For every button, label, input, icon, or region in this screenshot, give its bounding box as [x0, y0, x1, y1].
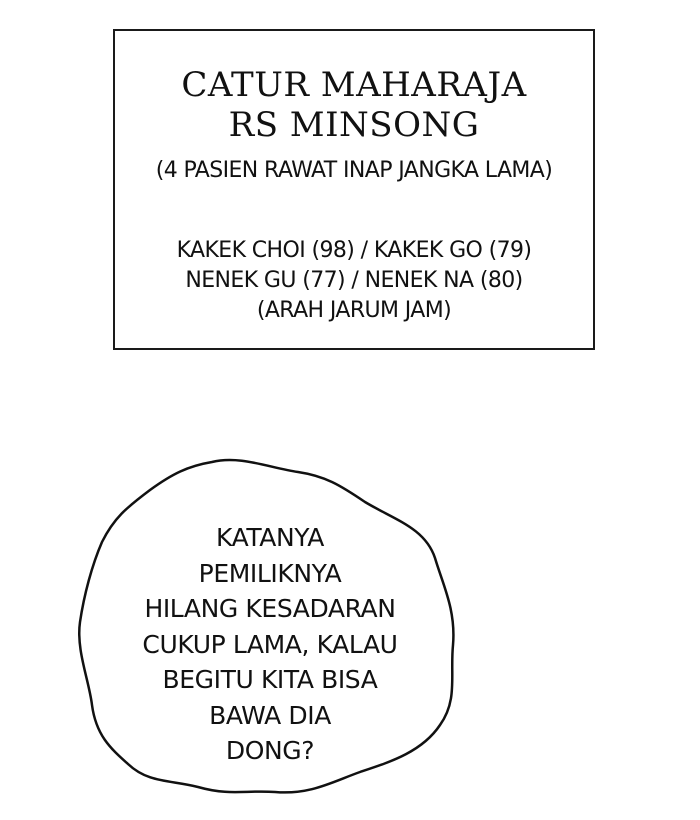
speech-bubble: [70, 450, 470, 800]
caption-subtitle: (4 PASIEN RAWAT INAP JANGKA LAMA): [155, 158, 553, 183]
bubble-text-line: PEMILIKNYA: [198, 558, 342, 588]
bubble-text: [100, 520, 440, 769]
caption-names: [115, 236, 593, 326]
bubble-text-line: BEGITU KITA BISA: [162, 665, 378, 694]
bubble-text-line: KATANYA: [216, 523, 324, 552]
bubble-text-line: DONG?: [225, 736, 315, 765]
caption-title-line: CATUR MAHARAJA: [181, 65, 527, 105]
caption-names-line: KAKEK CHOI (98) / KAKEK GO (79): [176, 238, 532, 263]
caption-box: [113, 29, 595, 350]
bubble-text-line: CUKUP LAMA, KALAU: [142, 629, 398, 659]
bubble-text-line: BAWA DIA: [209, 700, 331, 730]
caption-names-line: NENEK GU (77) / NENEK NA (80): [185, 268, 523, 293]
caption-title-line: RS MINSONG: [228, 105, 480, 145]
caption-title: [115, 65, 593, 145]
bubble-text-line: HILANG KESADARAN: [144, 594, 396, 623]
caption-names-line: (ARAH JARUM JAM): [256, 298, 452, 323]
